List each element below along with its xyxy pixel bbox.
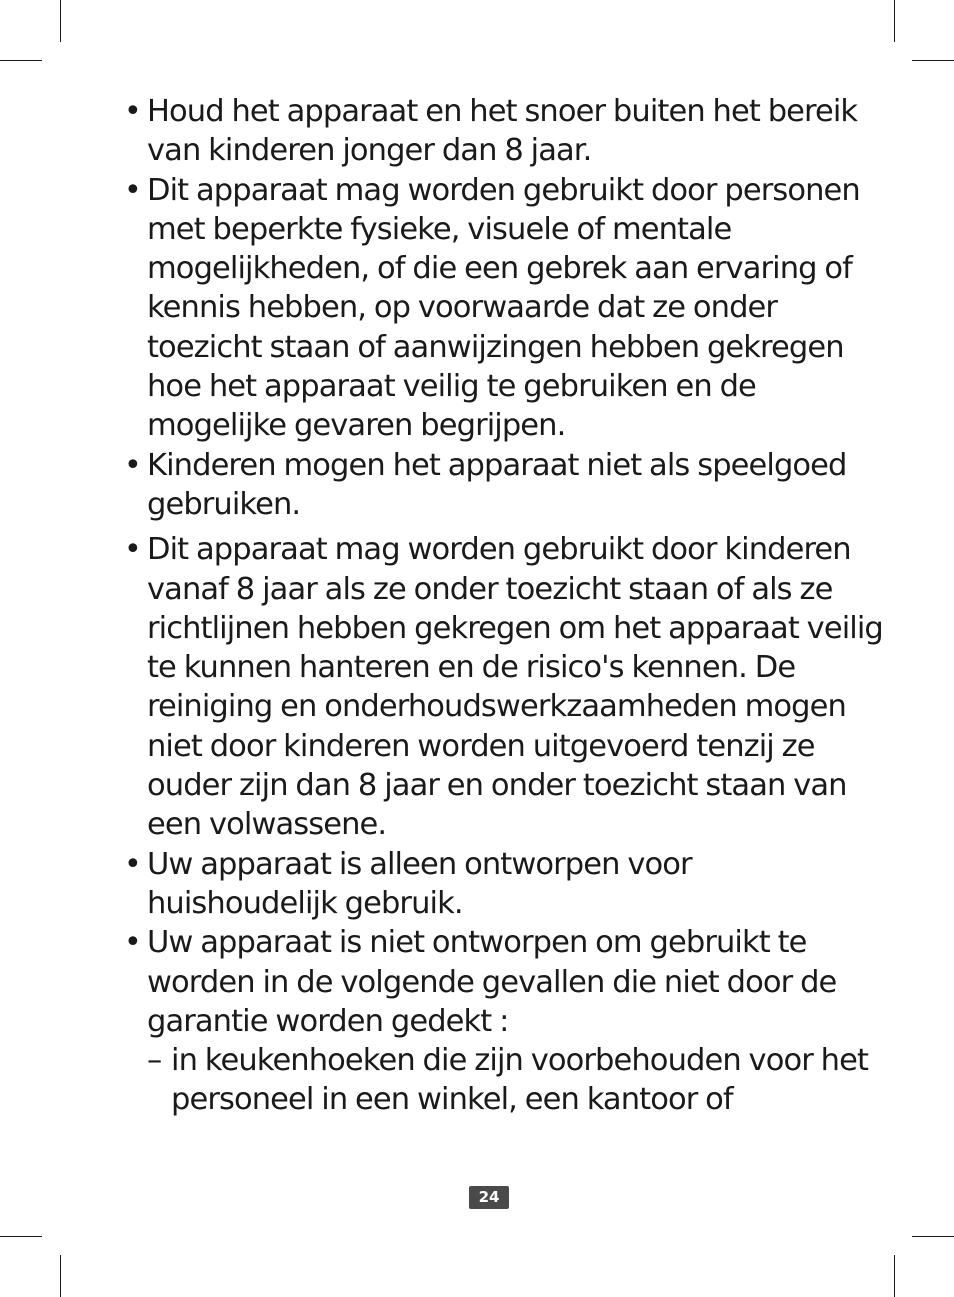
list-item [124, 446, 884, 525]
crop-mark-top-left-horizontal [0, 60, 42, 61]
crop-mark-top-left-vertical [60, 0, 61, 42]
list-item-text: Uw apparaat is niet ontworpen om gebruikt te worden in de volgende gevallen die niet door de garantie worden gedekt : [147, 925, 837, 1039]
list-item [124, 845, 884, 924]
list-item [124, 92, 884, 171]
sub-list-item-text: in keukenhoeken die zijn voorbehouden voor het personeel in een winkel, een kantoor of [171, 1043, 869, 1118]
list-item [124, 171, 884, 446]
page-number-badge: 24 [469, 1186, 509, 1209]
bullet-icon: • [124, 447, 141, 483]
sub-list [147, 1041, 884, 1120]
list-item [124, 923, 884, 1119]
crop-mark-bottom-right-vertical [894, 1255, 895, 1297]
bullet-icon: • [124, 532, 141, 568]
list-item [124, 530, 884, 844]
dash-icon: – [147, 1043, 162, 1079]
list-item-text: Dit apparaat mag worden gebruikt door personen met beperkte fysieke, visuele of mentale mogelijkheden, of die een gebrek aan ervaring of kennis hebben, op voorwaarde dat ze onder toezicht staan of aanwijzingen hebben gekregen hoe het apparaat veilig te gebruiken en de mogelijke gevaren begrijpen. [147, 172, 860, 444]
crop-mark-top-right-vertical [894, 0, 895, 42]
crop-mark-bottom-left-horizontal [0, 1236, 42, 1237]
bullet-icon: • [124, 925, 141, 961]
list-item-text: Dit apparaat mag worden gebruikt door kinderen vanaf 8 jaar als ze onder toezicht staan of als ze richtlijnen hebben gekregen om het apparaat veilig te kunnen hanteren en de risico's kennen. De reiniging en onderhoudswerkzaamheden mogen niet door kinderen worden uitgevoerd tenzij ze ouder zijn dan 8 jaar en onder toezicht staan van een volwassene. [147, 532, 883, 843]
bullet-icon: • [124, 846, 141, 882]
list-item-text: Houd het apparaat en het snoer buiten het bereik van kinderen jonger dan 8 jaar. [147, 94, 858, 169]
bullet-icon: • [124, 172, 141, 208]
list-item-text: Kinderen mogen het apparaat niet als speelgoed gebruiken. [147, 447, 847, 522]
crop-mark-bottom-left-vertical [60, 1255, 61, 1297]
bullet-icon: • [124, 94, 141, 129]
sub-list-item [147, 1041, 884, 1120]
crop-mark-bottom-right-horizontal [912, 1236, 954, 1237]
page-content [124, 92, 884, 1120]
list-item-text: Uw apparaat is alleen ontworpen voor huishoudelijk gebruik. [147, 846, 692, 921]
safety-instructions-list [124, 92, 884, 1120]
crop-mark-top-right-horizontal [912, 60, 954, 61]
